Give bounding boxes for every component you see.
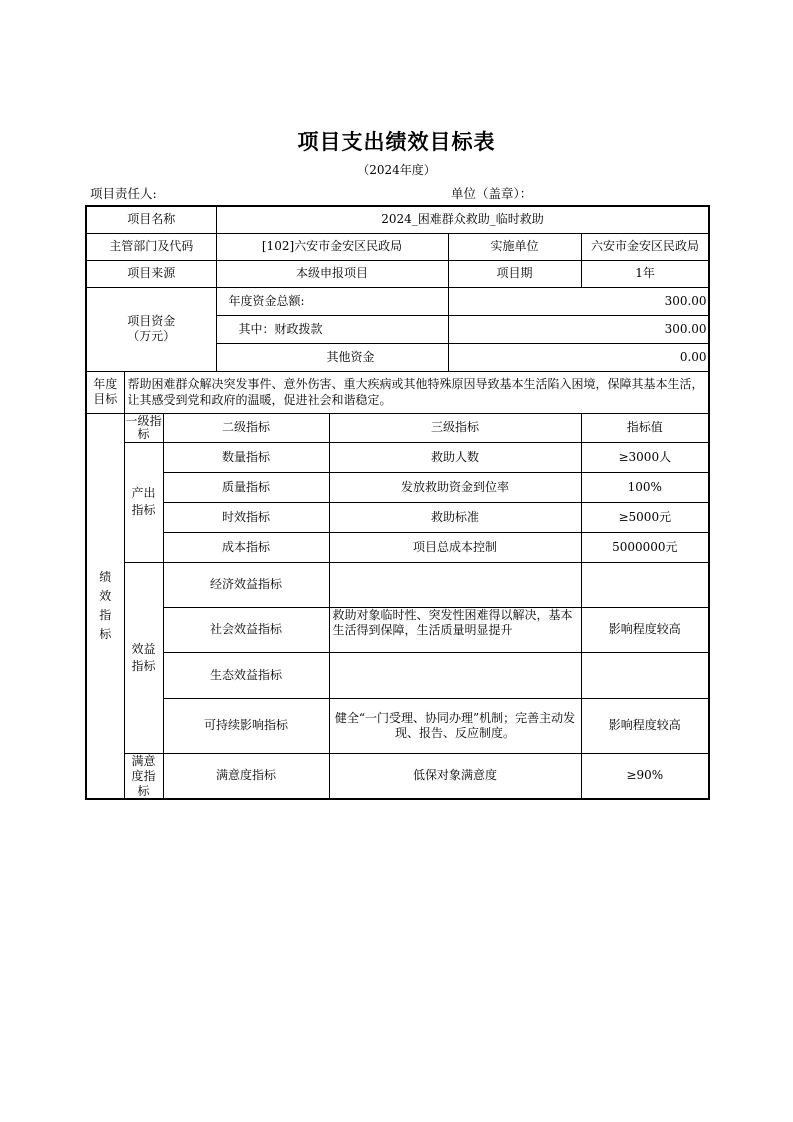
benefit-indicators-text: 效益指标 bbox=[131, 641, 156, 673]
output-level2: 时效指标 bbox=[163, 502, 329, 532]
table-row bbox=[86, 502, 709, 532]
output-level3: 救助标准 bbox=[329, 502, 581, 532]
header-level3: 三级指标 bbox=[329, 413, 581, 442]
table-row bbox=[86, 532, 709, 562]
goal-label bbox=[86, 371, 124, 413]
source-label: 项目来源 bbox=[86, 260, 216, 287]
satisfaction-indicators-text: 满意度指标 bbox=[131, 753, 156, 798]
output-indicators-label bbox=[124, 442, 163, 562]
year-subtitle: （2024年度） bbox=[357, 163, 436, 177]
table-row bbox=[86, 607, 709, 652]
benefit-level3: 健全“一门受理、协同办理”机制；完善主动发现、报告、反应制度。 bbox=[329, 698, 581, 753]
output-value: ≥3000人 bbox=[581, 442, 709, 472]
impl-unit-value: 六安市金安区民政局 bbox=[581, 233, 709, 260]
unit-seal-label: 单位（盖章）： bbox=[451, 186, 533, 201]
output-value: 100% bbox=[581, 472, 709, 502]
row-source bbox=[86, 260, 709, 287]
output-level2: 质量指标 bbox=[163, 472, 329, 502]
output-value: 5000000元 bbox=[581, 532, 709, 562]
benefit-level2: 社会效益指标 bbox=[163, 607, 329, 652]
benefit-value bbox=[581, 562, 709, 607]
goal-label-line1: 年度 bbox=[93, 377, 118, 391]
row-department bbox=[86, 233, 709, 260]
responsible-person-label: 项目责任人: bbox=[90, 186, 157, 201]
funds-fiscal-value: 300.00 bbox=[448, 315, 709, 343]
goal-label-line2: 目标 bbox=[93, 392, 118, 406]
benefit-level3-cell bbox=[329, 607, 581, 652]
funds-label-line2: （万元） bbox=[127, 329, 176, 343]
benefit-value bbox=[581, 652, 709, 698]
satisfaction-level2: 满意度指标 bbox=[163, 753, 329, 799]
row-annual-goal bbox=[86, 371, 709, 413]
funds-fiscal-label: 其中：财政拨款 bbox=[216, 315, 448, 343]
output-level3: 项目总成本控制 bbox=[329, 532, 581, 562]
output-level3: 救助人数 bbox=[329, 442, 581, 472]
table-row bbox=[86, 753, 709, 799]
output-indicators-text: 产出指标 bbox=[131, 486, 156, 517]
header-value: 指标值 bbox=[581, 413, 709, 442]
benefit-level2: 可持续影响指标 bbox=[163, 698, 329, 753]
benefit-level3 bbox=[329, 562, 581, 607]
satisfaction-level3: 低保对象满意度 bbox=[329, 753, 581, 799]
satisfaction-indicators-label bbox=[124, 753, 163, 799]
output-level2: 成本指标 bbox=[163, 532, 329, 562]
benefit-value: 影响程度较高 bbox=[581, 607, 709, 652]
table-row bbox=[86, 472, 709, 502]
output-level2: 数量指标 bbox=[163, 442, 329, 472]
table-row bbox=[86, 562, 709, 607]
period-value: 1年 bbox=[581, 260, 709, 287]
dept-label: 主管部门及代码 bbox=[86, 233, 216, 260]
row-indicator-header bbox=[86, 413, 709, 442]
performance-indicators-text: 绩效指标 bbox=[99, 569, 112, 641]
row-funds-total bbox=[86, 287, 709, 315]
table-row bbox=[86, 698, 709, 753]
dept-value: [102]六安市金安区民政局 bbox=[216, 233, 448, 260]
benefit-level2: 经济效益指标 bbox=[163, 562, 329, 607]
funds-other-label: 其他资金 bbox=[216, 343, 448, 371]
output-value: ≥5000元 bbox=[581, 502, 709, 532]
row-project-name bbox=[86, 206, 709, 233]
header-level1 bbox=[124, 413, 163, 442]
satisfaction-value: ≥90% bbox=[581, 753, 709, 799]
period-label: 项目期 bbox=[448, 260, 581, 287]
goal-text: 帮助困难群众解决突发事件、意外伤害、重大疾病或其他特殊原因导致基本生活陷入困境，保障其基本生活，让其感受到党和政府的温暖，促进社会和谐稳定。 bbox=[124, 371, 709, 413]
header-level1-text: 一级指标 bbox=[125, 414, 162, 441]
benefit-level2: 生态效益指标 bbox=[163, 652, 329, 698]
funds-label bbox=[86, 287, 216, 371]
funds-other-value: 0.00 bbox=[448, 343, 709, 371]
funds-total-value: 300.00 bbox=[448, 287, 709, 315]
source-value: 本级申报项目 bbox=[216, 260, 448, 287]
benefit-level3: 救助对象临时性、突发性困难得以解决，基本生活得到保障，生活质量明显提升 bbox=[332, 607, 573, 637]
performance-target-table bbox=[85, 205, 710, 800]
performance-indicators-label bbox=[86, 413, 124, 799]
benefit-value: 影响程度较高 bbox=[581, 698, 709, 753]
table-row bbox=[86, 652, 709, 698]
benefit-indicators-label bbox=[124, 562, 163, 753]
output-level3: 发放救助资金到位率 bbox=[329, 472, 581, 502]
project-name-label: 项目名称 bbox=[86, 206, 216, 233]
project-name-value: 2024_困难群众救助_临时救助 bbox=[216, 206, 709, 233]
header-level2: 二级指标 bbox=[163, 413, 329, 442]
funds-label-line1: 项目资金 bbox=[127, 314, 176, 328]
impl-unit-label: 实施单位 bbox=[448, 233, 581, 260]
benefit-level3 bbox=[329, 652, 581, 698]
table-row bbox=[86, 442, 709, 472]
funds-total-label: 年度资金总额: bbox=[216, 287, 448, 315]
page-title: 项目支出绩效目标表 bbox=[297, 130, 496, 154]
